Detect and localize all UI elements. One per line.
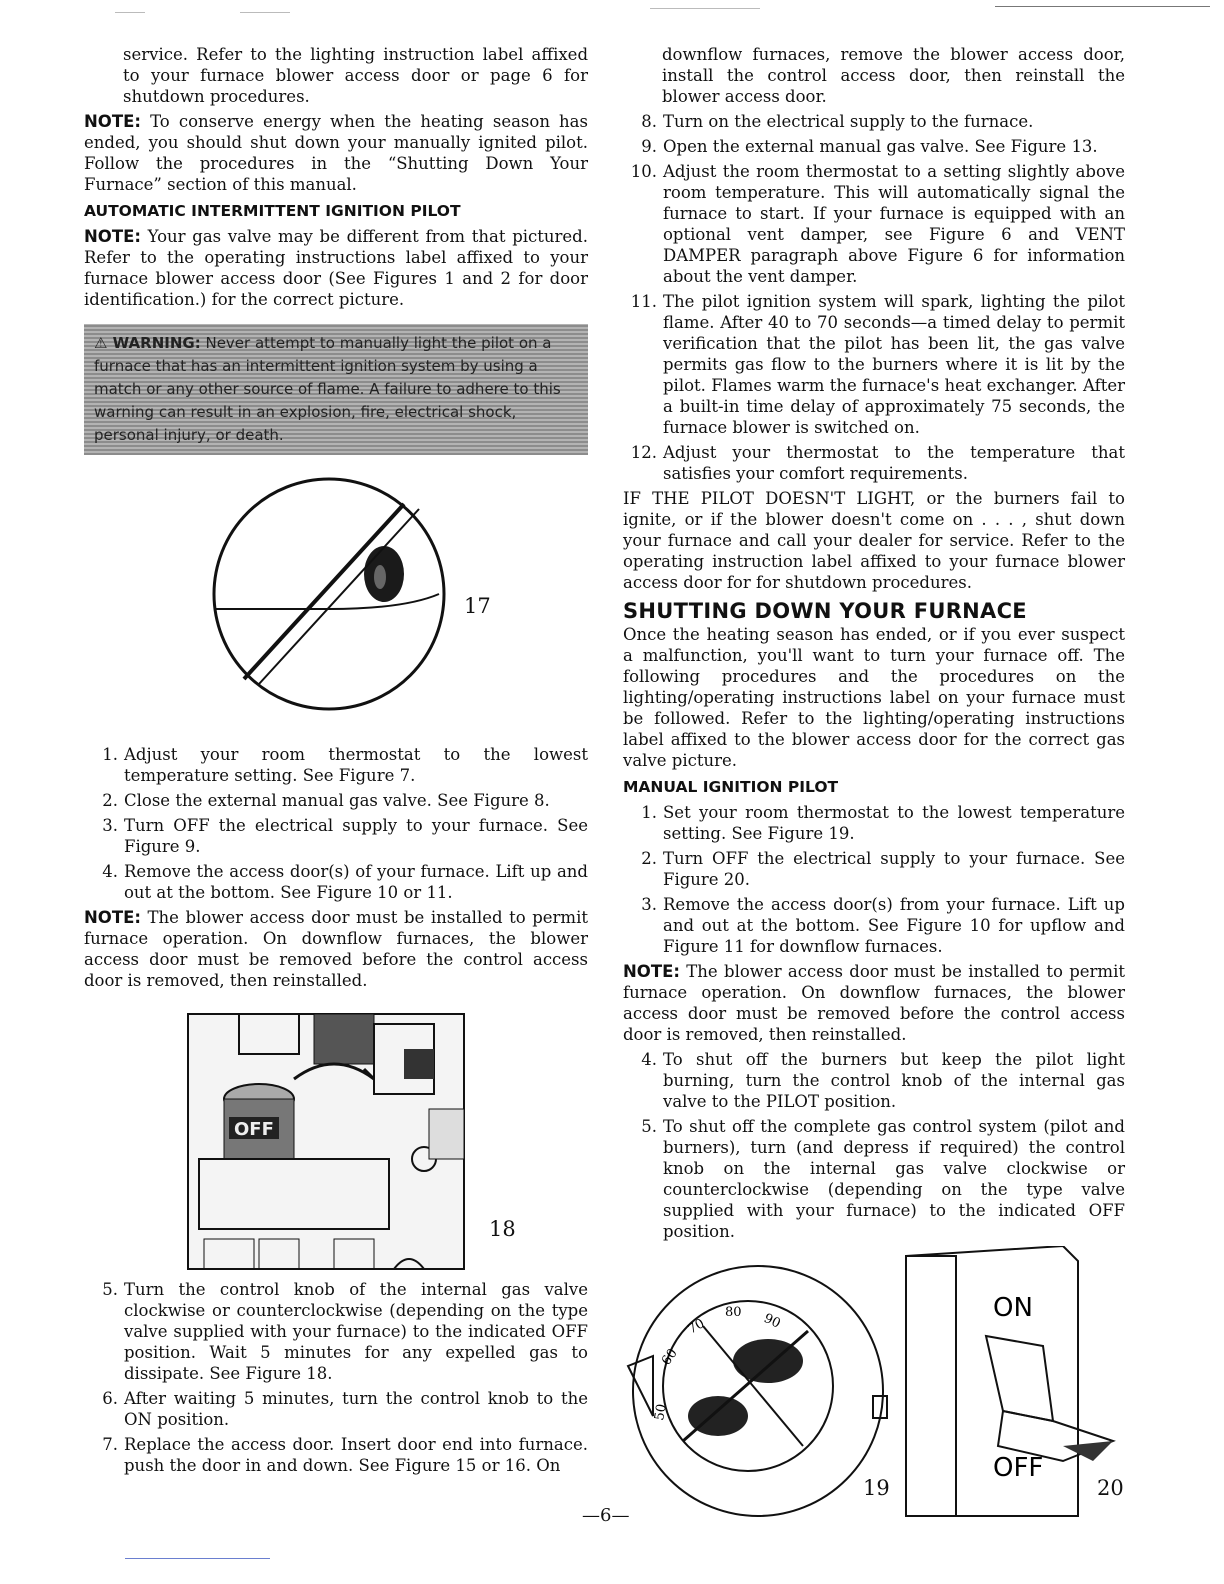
if-pilot-paragraph: IF THE PILOT DOESN'T LIGHT, or the burners fail to ignite, or if the blower doesn't come on . . . , shut down your furnace and call your dealer for service. Refer to the operating instruction label affixed to your furnace blower access door for for shutdown procedures. [623,489,1125,592]
list-item: 3. Remove the access door(s) from your furnace. Lift up and out at the bottom. See Figure 10 for upflow and Figure 11 for downflow furnaces. [641,895,1125,956]
note-label: NOTE: [84,227,141,246]
left-continuation: service. Refer to the lighting instruction label affixed to your furnace blower access door or page 6 for shutdown procedures. [123,45,588,106]
figure-number: 17 [464,594,491,618]
off-label: OFF [234,1119,274,1140]
figure-number: 19 [863,1476,890,1500]
dial-mark: 50 [652,1402,670,1422]
dial-mark: 60 [658,1346,681,1369]
list-item: 12. Adjust your thermostat to the temperature that satisfies your comfort requirements. [630,443,1125,483]
note-text: The blower access door must be installed to permit furnace operation. On downflow furnaces, the blower access door must be removed before the control access door is removed, then reinstalled. [623,962,1125,1044]
note-text: To conserve energy when the heating season has ended, you should shut down your manually ignited pilot. Follow the procedures in the “Shutting Down Your Furnace” section of this manual. [84,112,588,194]
warning-label: ⚠ WARNING: [94,334,201,352]
warning-text: Never attempt to manually light the pilot on a furnace that has an intermittent ignition system by using a match or any other source of flame. A failure to adhere to this warning can result in an explosion, fire, electrical shock, personal injury, or death. [94,334,561,444]
list-item: 5. To shut off the complete gas control system (pilot and burners), turn (and depress if required) the control knob on the internal gas valve clockwise or counterclockwise (depending on the type valve supplied with your furnace) to the indicated OFF position. [641,1117,1125,1241]
list-item: 9. Open the external manual gas valve. See Figure 13. [641,137,1098,156]
list-item: 10. Adjust the room thermostat to a setting slightly above room temperature. This will automatically signal the furnace to start. If your furnace is equipped with an optional vent damper, see Figure 6 and VENT DAMPER paragraph above Figure 6 for information about the vent damper. [630,162,1125,286]
list-item: 2. Close the external manual gas valve. See Figure 8. [102,791,550,810]
list-item: 2. Turn OFF the electrical supply to your furnace. See Figure 20. [641,849,1125,889]
figure-number: 20 [1097,1476,1124,1500]
note-label: NOTE: [623,962,680,981]
dial-mark: 90 [761,1311,783,1332]
switch-on-label: ON [993,1293,1033,1323]
switch-off-label: OFF [993,1453,1044,1483]
left-column [84,44,588,1480]
figure-number: 18 [489,1217,516,1241]
list-item: 11. The pilot ignition system will spark, lighting the pilot flame. After 40 to 70 seconds—a timed delay to permit verification that the pilot has been lit, the gas valve permits gas flow to the burners where it is lit by the pilot. Flames warm the furnace's heat exchanger. After a built-in time delay of approximately 75 seconds, the furnace blower is switched on. [630,292,1125,437]
shutdown-intro: Once the heating season has ended, or if you ever suspect a malfunction, you'll want to turn your furnace off. The following procedures and the procedures on the lighting/operating instructions label on your furnace must be followed. Refer to the lighting/operating instructions label affixed to the blower access door for the correct gas valve picture. [623,625,1125,770]
list-item: 7. Replace the access door. Insert door end into furnace. push the door in and down. See Figure 15 or 16. On [102,1435,588,1475]
heading-manual-pilot: MANUAL IGNITION PILOT [623,778,839,796]
figure-17 [84,459,588,744]
steps-1-4 [84,744,588,903]
heading-automatic-pilot: AUTOMATIC INTERMITTENT IGNITION PILOT [84,202,461,220]
page-number: —6— [582,1505,630,1526]
right-continuation: downflow furnaces, remove the blower access door, install the control access door, then reinstall the blower access door. [662,45,1125,106]
note-blower-door-2 [623,961,1125,1045]
note-gas-valve [84,226,588,310]
list-item: 8. Turn on the electrical supply to the furnace. [641,112,1034,131]
steps-5-7 [84,1279,588,1476]
note-text: The blower access door must be installed to permit furnace operation. On downflow furnaces, the blower access door must be removed before the control access door is removed, then reinstalled. [84,908,588,990]
list-item: 4. Remove the access door(s) of your furnace. Lift up and out at the bottom. See Figure 10 or 11. [102,862,588,902]
note-text: Your gas valve may be different from that pictured. Refer to the operating instructions label affixed to your furnace blower access door (See Figures 1 and 2 for door identification.) for the correct picture. [84,227,588,309]
figures-19-20 [623,1246,1125,1531]
note-blower-door [84,907,588,991]
list-item: 5. Turn the control knob of the internal gas valve clockwise or counterclockwise (depending on the type valve supplied with your furnace) to the indicated OFF position. Wait 5 minutes for any expelled gas to dissipate. See Figure 18. [102,1280,588,1383]
note-label: NOTE: [84,112,141,131]
list-item: 6. After waiting 5 minutes, turn the control knob to the ON position. [102,1389,588,1429]
right-column [623,44,1125,1531]
note-label: NOTE: [84,908,141,927]
steps-8-12 [623,111,1125,484]
figure-18 [84,1009,588,1279]
list-item: 1. Adjust your room thermostat to the lowest temperature setting. See Figure 7. [102,745,588,785]
list-item: 4. To shut off the burners but keep the pilot light burning, turn the control knob of the internal gas valve to the PILOT position. [641,1050,1125,1111]
dial-mark: 70 [685,1316,708,1338]
list-item: 3. Turn OFF the electrical supply to your furnace. See Figure 9. [102,816,588,856]
warning-box [84,324,588,455]
list-item: 1. Set your room thermostat to the lowest temperature setting. See Figure 19. [641,803,1125,843]
no-match-flame-icon [84,459,588,744]
heading-shutting-down: SHUTTING DOWN YOUR FURNACE [623,599,1027,623]
note-conserve [84,111,588,195]
steps-shutdown-4-5 [623,1049,1125,1242]
steps-shutdown-1-3 [623,802,1125,957]
dial-mark: 80 [725,1305,742,1320]
